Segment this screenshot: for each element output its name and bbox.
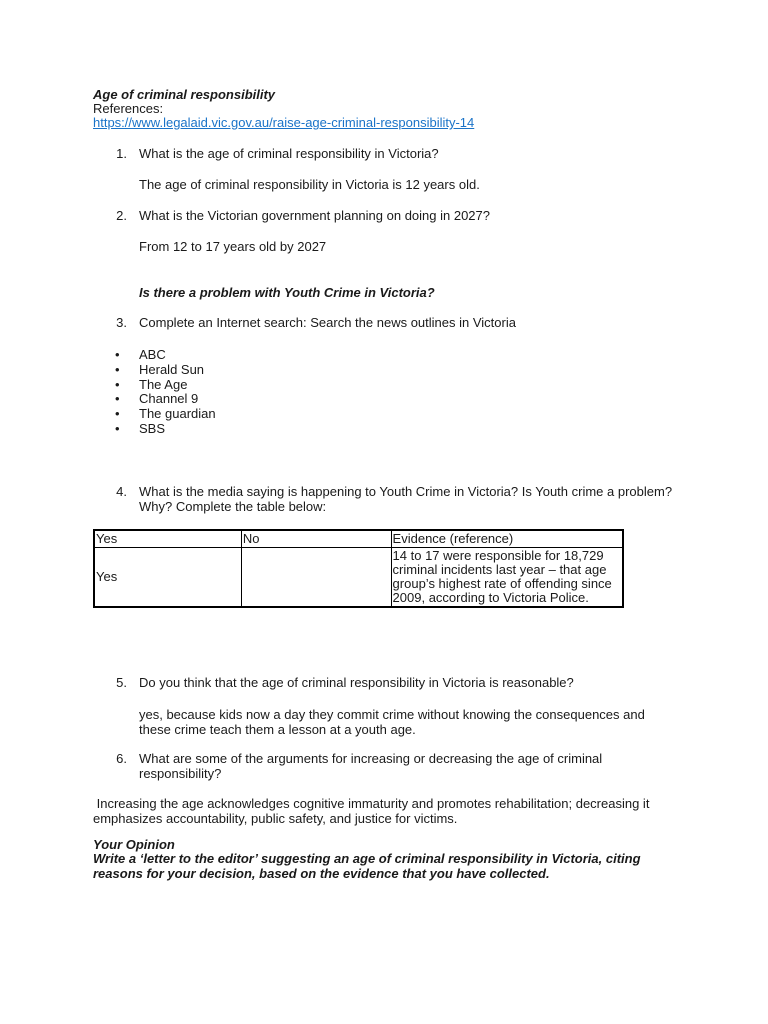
reference-link[interactable]: https://www.legalaid.vic.gov.au/raise-age-criminal-responsibility-14: [93, 115, 475, 130]
question-number-2: 2.: [116, 208, 127, 223]
table-row: [94, 548, 623, 608]
table-cell-no: [241, 548, 391, 608]
table-header-evidence: Evidence (reference): [391, 530, 623, 548]
opinion-prompt: Write a ‘letter to the editor’ suggesting an age of criminal responsibility in Victoria, citing reasons for your decision, based on the evidence that you have collected.: [93, 851, 641, 881]
question-number-6: 6.: [116, 751, 127, 766]
question-number-4: 4.: [116, 484, 127, 499]
question-6-text: What are some of the arguments for increasing or decreasing the age of criminal responsibility?: [139, 751, 603, 781]
list-item: The Age: [139, 377, 188, 392]
table-cell-evidence: 14 to 17 were responsible for 18,729 criminal incidents last year – that age group’s highest rate of offending since 2009, according to Victoria Police.: [391, 548, 623, 608]
list-item: Channel 9: [139, 391, 199, 406]
bullet-icon: •: [115, 391, 120, 406]
question-number-1: 1.: [116, 146, 127, 161]
question-3-text: Complete an Internet search: Search the news outlines in Victoria: [139, 315, 516, 330]
bullet-icon: •: [115, 347, 120, 362]
bullet-icon: •: [115, 362, 120, 377]
table-header-no: No: [241, 530, 391, 548]
list-item: ABC: [139, 347, 166, 362]
question-4-text: What is the media saying is happening to Youth Crime in Victoria? Is Youth crime a problem? Why? Complete the table below:: [139, 484, 673, 514]
question-1-text: What is the age of criminal responsibility in Victoria?: [139, 146, 439, 161]
arguments-answer: Increasing the age acknowledges cognitive immaturity and promotes rehabilitation; decreasing it emphasizes accountability, public safety, and justice for victims.: [93, 796, 654, 826]
opinion-heading: Your Opinion: [93, 837, 175, 852]
table-cell-yes: Yes: [94, 548, 241, 608]
table-header-yes: Yes: [94, 530, 241, 548]
bullet-icon: •: [115, 421, 120, 436]
references-label: References:: [93, 101, 164, 116]
question-2-text: What is the Victorian government planning on doing in 2027?: [139, 208, 490, 223]
bullet-icon: •: [115, 406, 120, 421]
question-5-text: Do you think that the age of criminal responsibility in Victoria is reasonable?: [139, 675, 574, 690]
question-1-answer: The age of criminal responsibility in Victoria is 12 years old.: [139, 177, 480, 192]
table-header-row: [94, 530, 623, 548]
list-item: The guardian: [139, 406, 216, 421]
list-item: Herald Sun: [139, 362, 205, 377]
evidence-table: [93, 529, 624, 608]
question-5-answer: yes, because kids now a day they commit crime without knowing the consequences and these crime teach them a lesson at a youth age.: [139, 707, 645, 737]
question-2-answer: From 12 to 17 years old by 2027: [139, 239, 327, 254]
question-number-3: 3.: [116, 315, 127, 330]
list-item: SBS: [139, 421, 166, 436]
document-title: Age of criminal responsibility: [93, 87, 276, 102]
section-heading: Is there a problem with Youth Crime in Victoria?: [139, 285, 435, 300]
question-number-5: 5.: [116, 675, 127, 690]
bullet-icon: •: [115, 377, 120, 392]
